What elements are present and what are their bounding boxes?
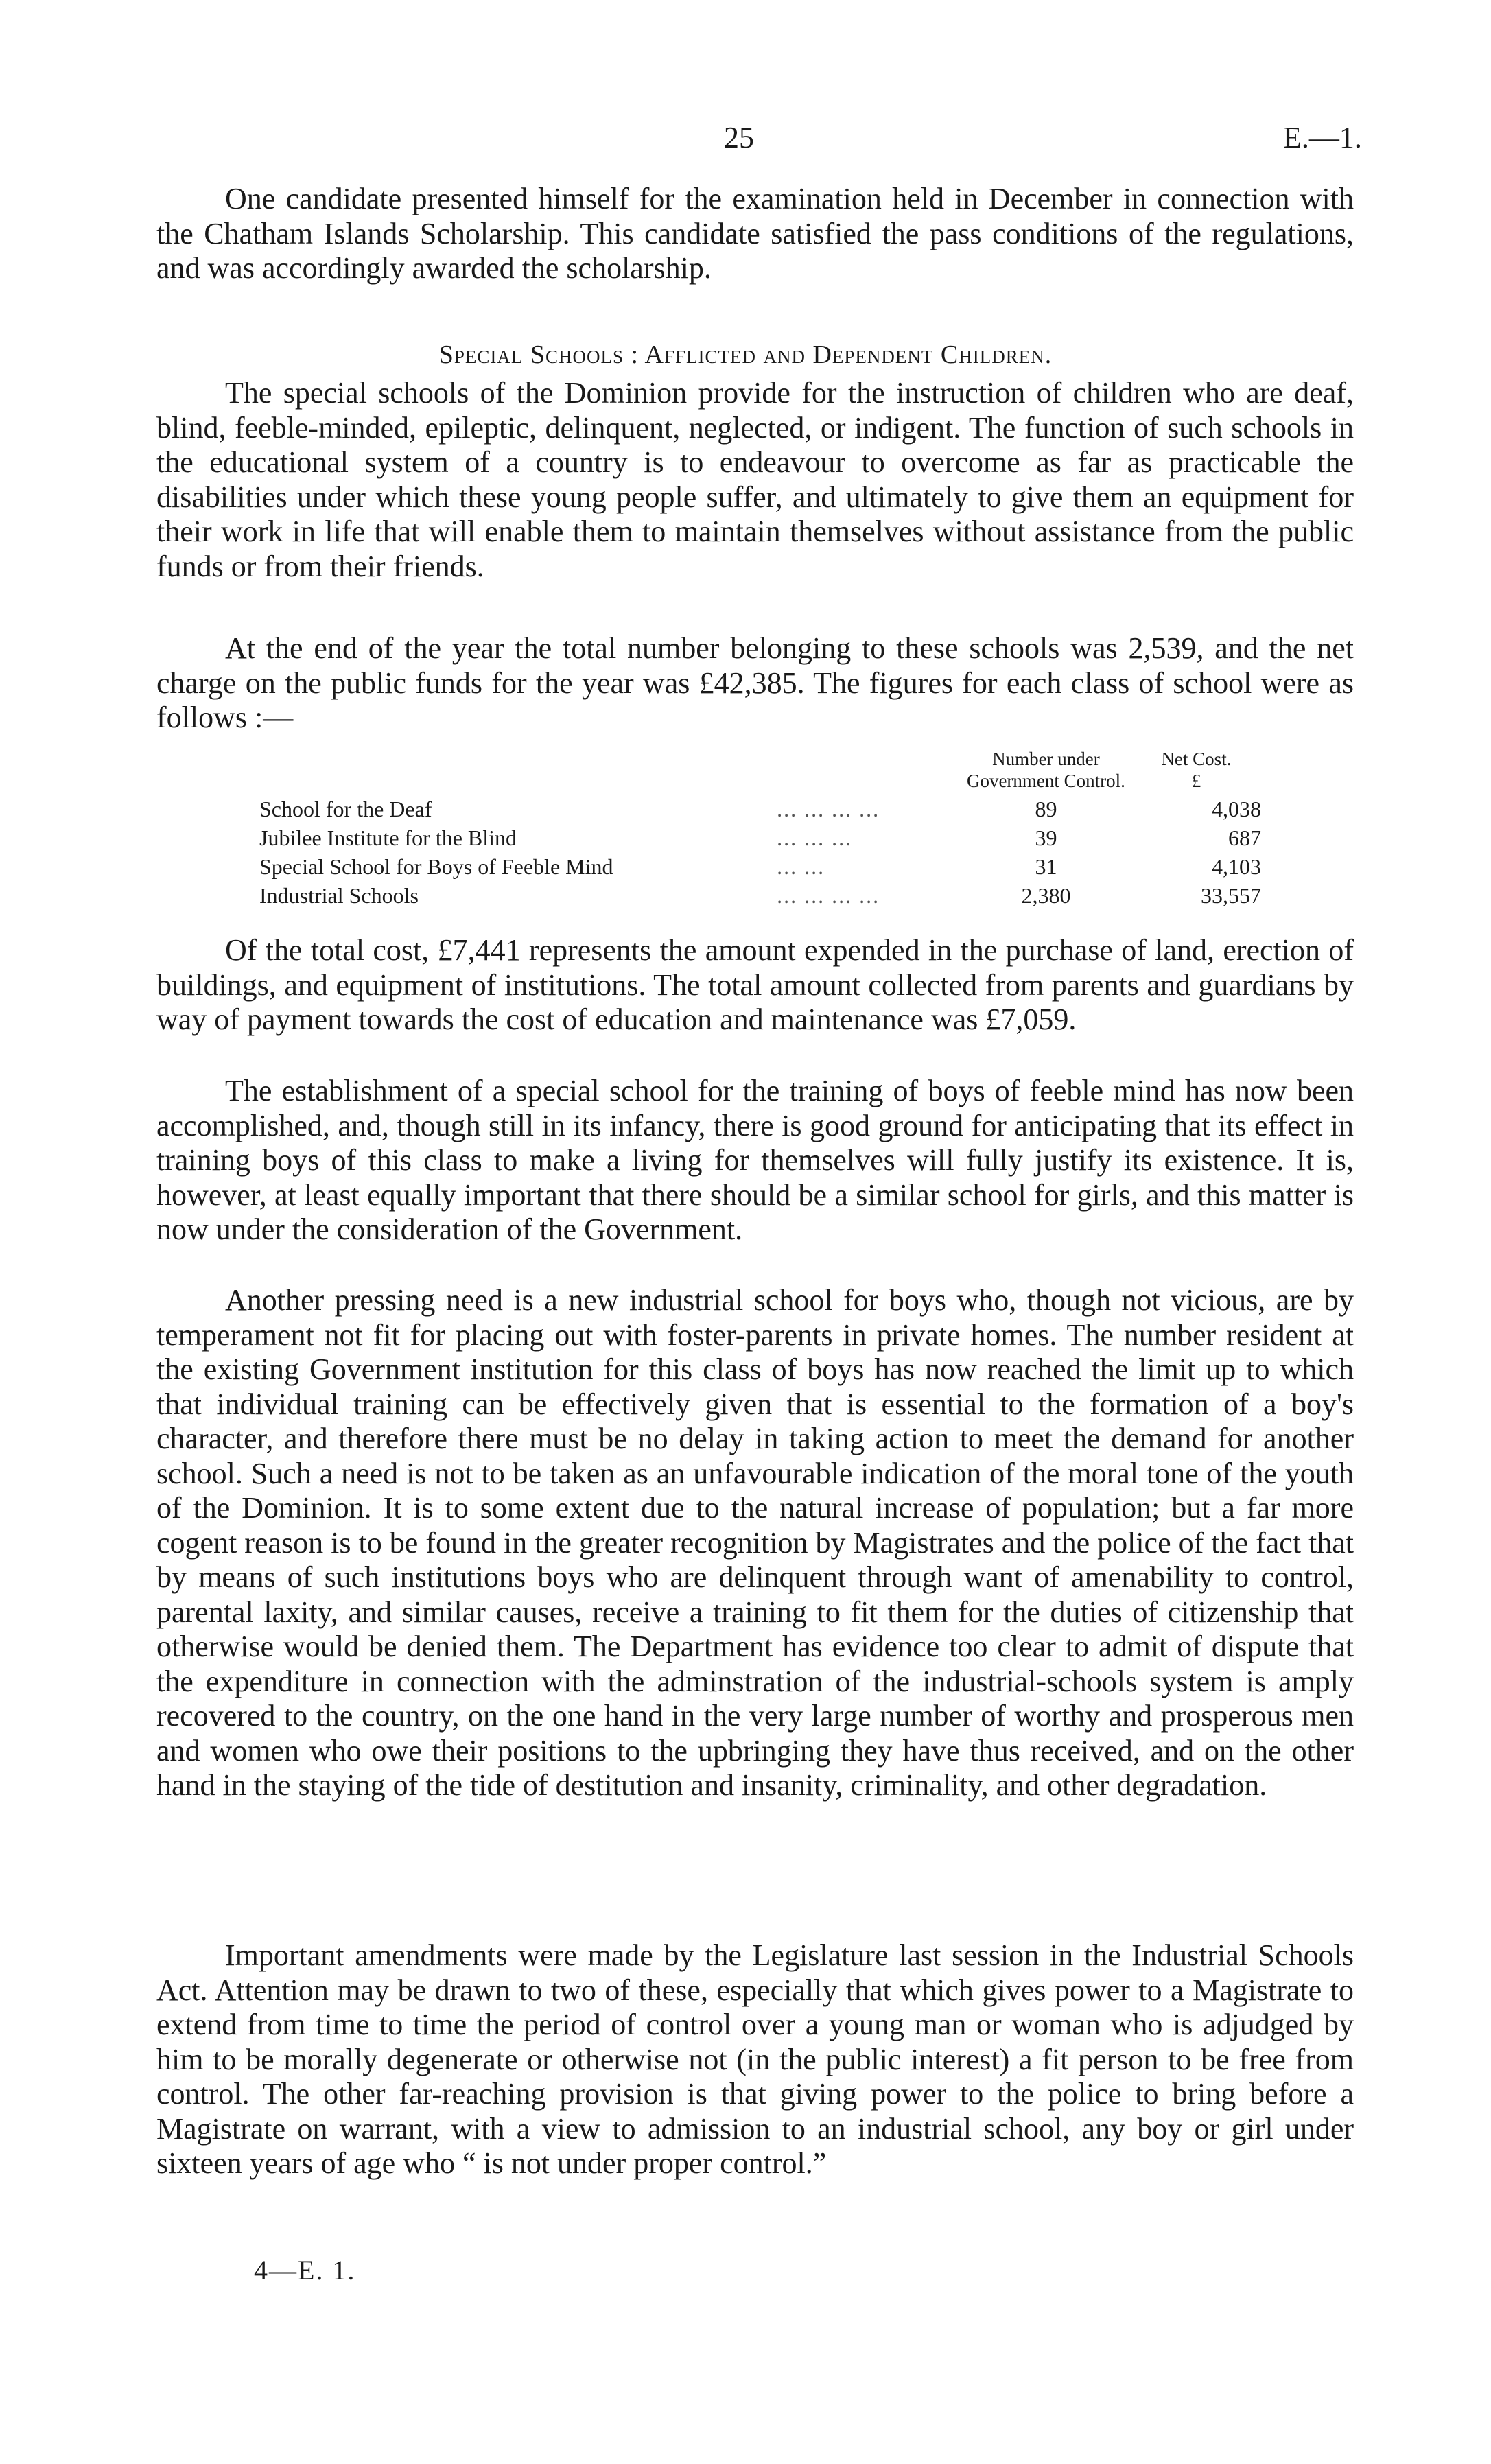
row-leader-dots: ... ... ... ... [777, 883, 880, 908]
section-heading: Special Schools : Afflicted and Dependent Children. [438, 340, 1053, 369]
paragraph-industrial-school: Another pressing need is a new industrial school for boys who, though not vicious, are by temperament not fit for placing out with foster-parents in private homes. The number resident at the existing Government institution for this class of boys has now reached the limit up to which that individual training can be effectively given that is essential to the formation of a boy's character, and therefore there must be no delay in taking action to meet the demand for another school. Such a need is not to be taken as an unfavourable indication of the moral tone of the youth of the Dominion. It is to some extent due to the natural increase of population; but a far more cogent reason is to be found in the greater recognition by Magistrates and the police of the fact that by means of such institutions boys who are delinquent through want of amenability to control, parental laxity, and similar causes, receive a training to fit them for the duties of citizenship that otherwise would be denied them. The Department has evidence too clear to admit of dispute that the expenditure in connection with the adminstration of the industrial-schools system is amply recovered to the country, on the one hand in the very large number of worthy and prosperous men and women who owe their positions to the upbringing they have thus received, and on the other hand in the staying of the tide of destitution and insanity, criminality, and other degradation. [156, 1283, 1354, 1802]
table-row [259, 823, 1268, 852]
table-row [259, 795, 1268, 823]
paragraph-totals: At the end of the year the total number belonging to these schools was 2,539, and the net charge on the public funds for the year was £42,385. The figures for each class of school were as follows :— [156, 631, 1354, 734]
row-leader-dots: ... ... ... [777, 825, 853, 850]
table-row [259, 852, 1268, 881]
column-header-number: Number under Government Control. [966, 749, 1125, 791]
row-cost: 33,557 [1201, 883, 1261, 908]
paragraph-feeble-mind-school: The establishment of a special school for the training of boys of feeble mind has now been accomplished, and, though still in its infancy, there is good ground for anticipating that its effect in training boys of this class to make a living for themselves will fully justify its existence. It is, however, at least equally important that there should be a similar school for girls, and this matter is now under the consideration of the Government. [156, 1074, 1354, 1246]
paragraph-total-cost: Of the total cost, £7,441 represents the amount expended in the purchase of land, erection of buildings, and equipment of institutions. The total amount collected from parents and guardians by way of payment towards the cost of education and maintenance was £7,059. [156, 933, 1354, 1036]
footer-reference: 4—E. 1. [254, 2255, 356, 2286]
page-number: 25 [724, 121, 754, 154]
row-label: Special School for Boys of Feeble Mind [259, 854, 613, 879]
row-cost: 4,103 [1212, 854, 1261, 879]
paragraph-special-schools-intro: The special schools of the Dominion provide for the instruction of children who are deaf, blind, feeble-minded, epileptic, delinquent, neglected, or indigent. The function of such schools in the educational system of a country is to endeavour to overcome as far as practicable the disabilities under which these young people suffer, and ultimately to give them an equipment for their work in life that will enable them to maintain themselves without assistance from the public funds or from their friends. [156, 376, 1354, 583]
column-header-net-cost: Net Cost. £ [1161, 749, 1232, 791]
paragraph-amendments: Important amendments were made by the Legislature last session in the Industrial Schools Act. Attention may be drawn to two of these, especially that which gives power to a Magistrate to extend from time to time the period of control over a young man or woman who is adjudged by him to be morally degenerate or otherwise not (in the public interest) a fit person to be free from control. The other far-reaching provision is that giving power to the police to bring before a Magistrate on warrant, with a view to admission to an industrial school, any boy or girl under sixteen years of age who “ is not under proper control.” [156, 1938, 1354, 2180]
row-leader-dots: ... ... [777, 854, 825, 879]
document-reference: E.—1. [1283, 121, 1362, 154]
row-number: 89 [1035, 797, 1057, 821]
row-number: 2,380 [1021, 883, 1071, 908]
row-cost: 687 [1228, 825, 1261, 850]
row-number: 31 [1035, 854, 1057, 879]
row-label: Jubilee Institute for the Blind [259, 825, 517, 850]
row-number: 39 [1035, 825, 1057, 850]
row-cost: 4,038 [1212, 797, 1261, 821]
table-row [259, 881, 1268, 910]
table-header-row [259, 748, 1268, 795]
row-label: School for the Deaf [259, 797, 432, 821]
row-label: Industrial Schools [259, 883, 419, 908]
paragraph-chatham-scholarship: One candidate presented himself for the examination held in December in connection with the Chatham Islands Scholarship. This candidate satisfied the pass conditions of the regulations, and was accordingly awarded the scholarship. [156, 182, 1354, 285]
row-leader-dots: ... ... ... ... [777, 797, 880, 821]
special-schools-table [259, 748, 1268, 910]
